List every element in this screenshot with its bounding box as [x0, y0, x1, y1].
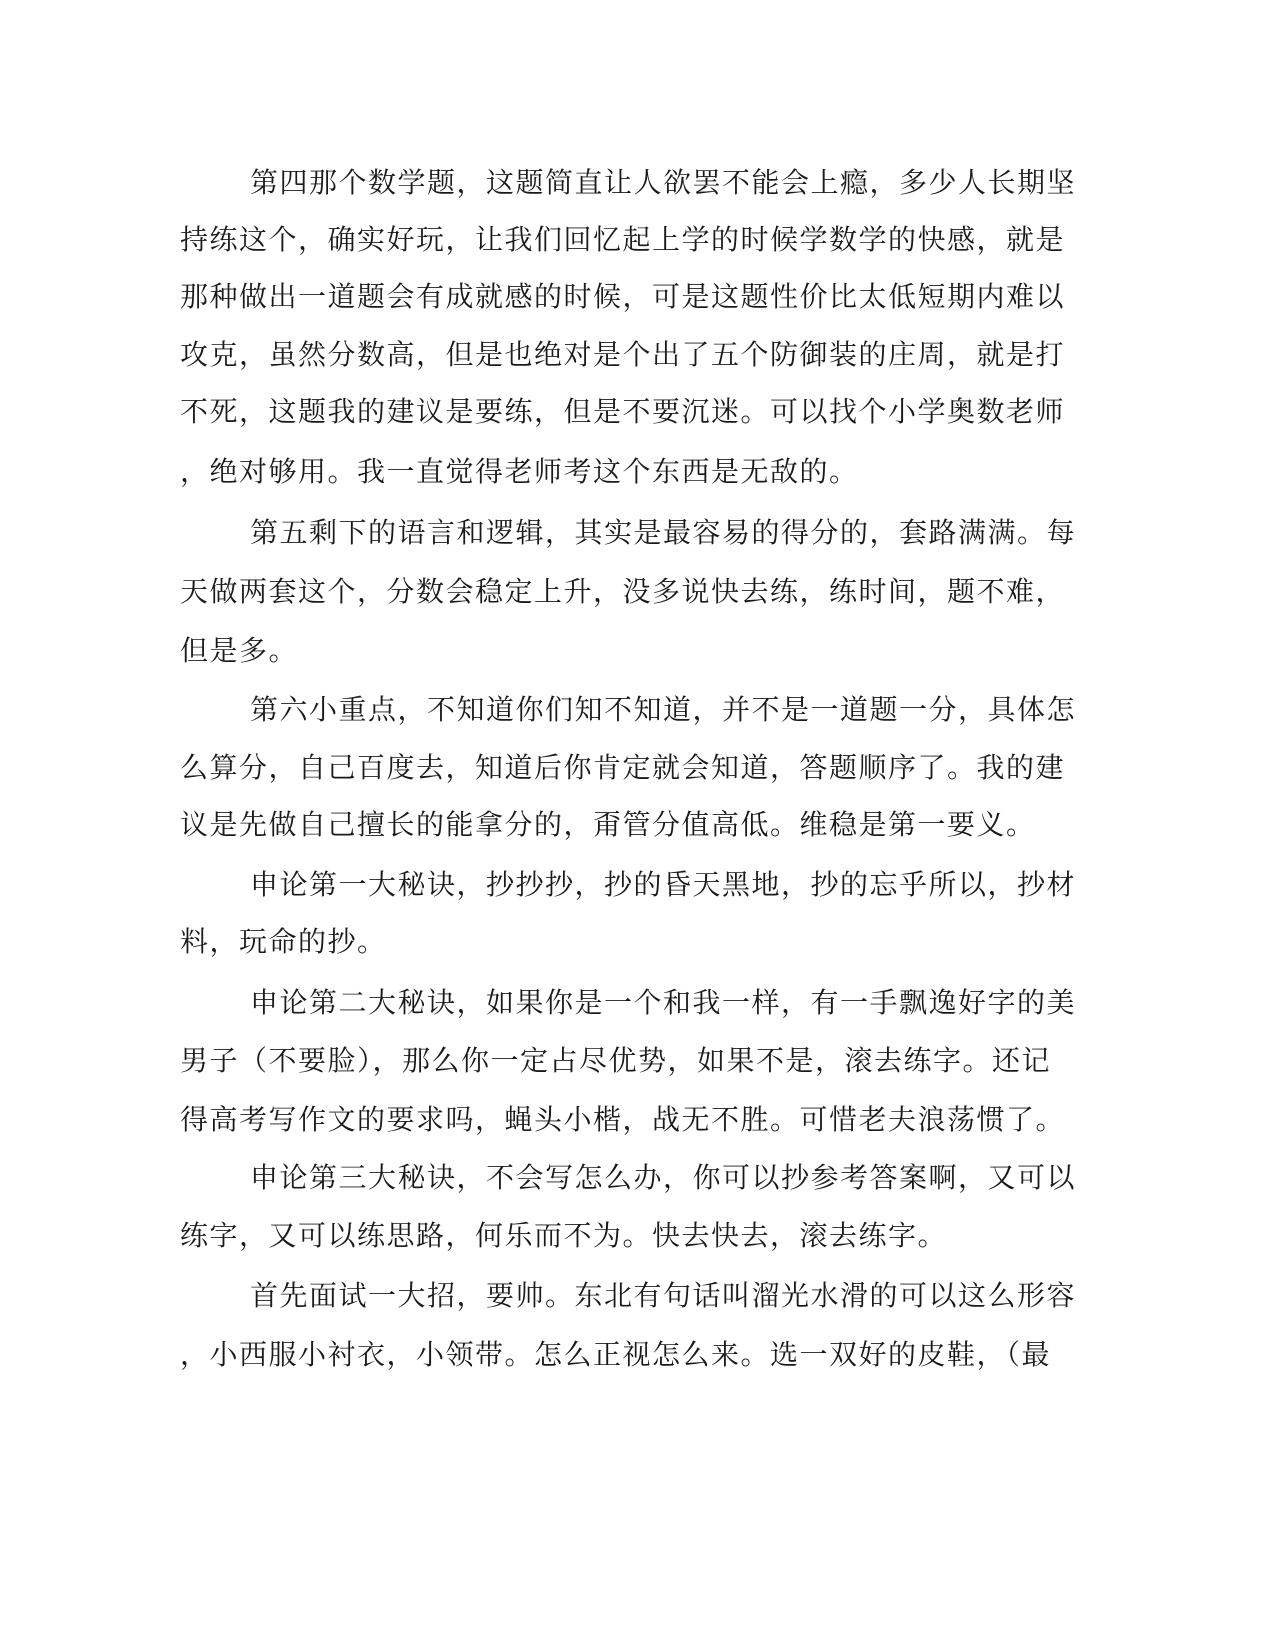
text-line: 第六小重点，不知道你们知不知道，并不是一道题一分，具体怎: [250, 693, 1077, 726]
text-line: ，小西服小衬衣，小领带。怎么正视怎么来。选一双好的皮鞋，（最: [180, 1338, 1052, 1371]
text-line: 首先面试一大招，要帅。东北有句话叫溜光水滑的可以这么形容: [250, 1279, 1077, 1312]
text-line: 申论第一大秘诀，抄抄抄，抄的昏天黑地，抄的忘乎所以，抄材: [250, 868, 1077, 901]
text-line: 那种做出一道题会有成就感的时候，可是这题性价比太低短期内难以: [180, 280, 1066, 313]
text-line: 练字，又可以练思路，何乐而不为。快去快去，滚去练字。: [180, 1219, 948, 1252]
text-line: 第五剩下的语言和逻辑，其实是最容易的得分的，套路满满。每: [250, 516, 1077, 549]
text-line: 天做两套这个，分数会稳定上升，没多说快去练，练时间，题不难，: [180, 575, 1066, 608]
text-line: 第四那个数学题，这题简直让人欲罢不能会上瘾，多少人长期坚: [250, 166, 1077, 199]
text-line: 料，玩命的抄。: [180, 925, 387, 958]
text-line: 申论第三大秘诀，不会写怎么办，你可以抄参考答案啊，又可以: [250, 1161, 1077, 1194]
text-line: 持练这个，确实好玩，让我们回忆起上学的时候学数学的快感，就是: [180, 223, 1066, 256]
text-line: 但是多。: [180, 634, 299, 667]
text-line: 申论第二大秘诀，如果你是一个和我一样，有一手飘逸好字的美: [250, 986, 1077, 1019]
text-line: 攻克，虽然分数高，但是也绝对是个出了五个防御装的庄周，就是打: [180, 338, 1066, 371]
text-line: 男子（不要脸），那么你一定占尽优势，如果不是，滚去练字。还记: [180, 1044, 1052, 1077]
text-line: 议是先做自己擅长的能拿分的，甭管分值高低。维稳是第一要义。: [180, 808, 1036, 841]
text-line: 么算分，自己百度去，知道后你肯定就会知道，答题顺序了。我的建: [180, 751, 1066, 784]
text-line: 得高考写作文的要求吗，蝇头小楷，战无不胜。可惜老夫浪荡惯了。: [180, 1103, 1066, 1136]
text-line: 不死，这题我的建议是要练，但是不要沉迷。可以找个小学奥数老师: [180, 395, 1066, 428]
text-line: ，绝对够用。我一直觉得老师考这个东西是无敌的。: [180, 455, 859, 488]
